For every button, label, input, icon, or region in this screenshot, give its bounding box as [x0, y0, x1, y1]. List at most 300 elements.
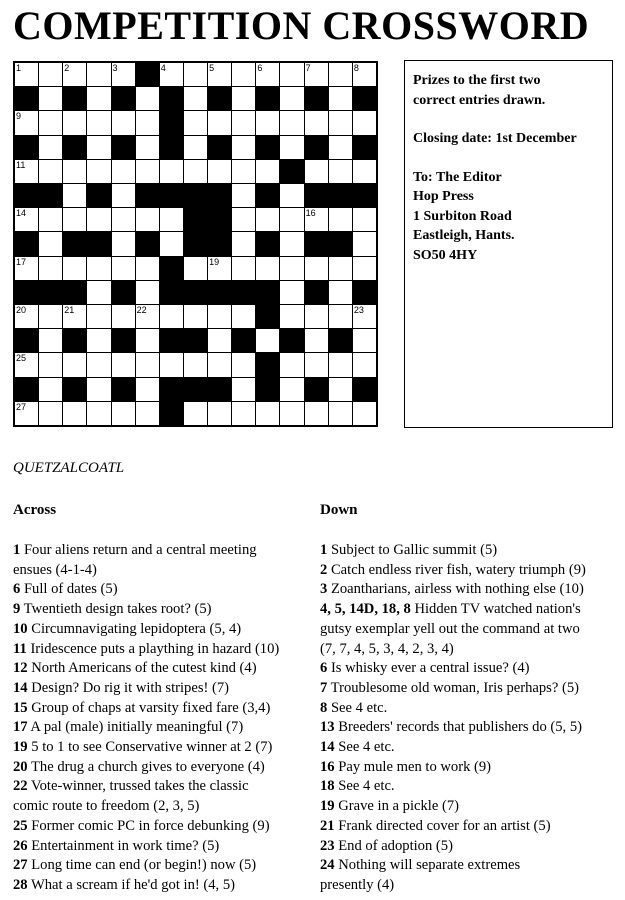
clue-text: North Americans of the cutest kind (4) [27, 660, 257, 677]
grid-cell[interactable] [184, 305, 207, 328]
grid-cell-black [160, 87, 183, 110]
clue-text: Nothing will separate extremes [334, 857, 521, 874]
grid-cell[interactable] [39, 232, 62, 255]
grid-cell-black [305, 184, 328, 207]
grid-cell[interactable] [39, 87, 62, 110]
grid-cell[interactable] [15, 353, 38, 376]
grid-cell[interactable] [329, 87, 352, 110]
grid-cell[interactable] [280, 184, 303, 207]
grid-cell[interactable] [39, 160, 62, 183]
grid-cell-black [208, 184, 231, 207]
grid-cell-black [160, 378, 183, 401]
grid-cell[interactable] [136, 87, 159, 110]
grid-cell[interactable] [208, 402, 231, 425]
grid-cell-black [256, 378, 279, 401]
grid-cell[interactable] [136, 353, 159, 376]
grid-cell-black [184, 232, 207, 255]
down-clue [320, 561, 620, 581]
grid-cell[interactable] [136, 402, 159, 425]
grid-cell[interactable] [280, 111, 303, 134]
grid-cell[interactable] [353, 160, 376, 183]
grid-cell[interactable] [353, 329, 376, 352]
grid-cell[interactable] [184, 87, 207, 110]
grid-cell[interactable] [208, 353, 231, 376]
grid-cell[interactable] [232, 232, 255, 255]
clue-text: Four aliens return and a central meeting [20, 542, 257, 558]
grid-cell[interactable] [184, 136, 207, 159]
down-clue [320, 580, 620, 600]
grid-cell[interactable] [87, 257, 110, 280]
down-clue [320, 738, 620, 758]
grid-cell[interactable] [112, 63, 135, 86]
grid-cell[interactable] [39, 402, 62, 425]
grid-cell[interactable] [232, 378, 255, 401]
clue-number: 4 [160, 63, 166, 73]
grid-cell[interactable] [87, 136, 110, 159]
grid-cell[interactable] [353, 232, 376, 255]
grid-cell[interactable] [87, 160, 110, 183]
grid-cell-black [112, 87, 135, 110]
grid-cell-black [256, 232, 279, 255]
grid-cell-black [63, 136, 86, 159]
clue-number-label: 11 [13, 640, 27, 657]
grid-cell-black [87, 232, 110, 255]
across-clue [13, 817, 313, 837]
grid-cell[interactable] [232, 353, 255, 376]
grid-cell[interactable] [87, 111, 110, 134]
grid-cell[interactable] [136, 378, 159, 401]
clue-number-label: 24 [320, 857, 335, 874]
grid-cell[interactable] [136, 257, 159, 280]
grid-cell[interactable] [208, 63, 231, 86]
grid-cell-black [305, 232, 328, 255]
grid-cell[interactable] [353, 63, 376, 86]
clue-text: Former comic PC in force debunking (9) [27, 817, 270, 834]
grid-cell-black [112, 378, 135, 401]
grid-cell-black [280, 329, 303, 352]
grid-cell[interactable] [208, 329, 231, 352]
clue-number-label: 15 [13, 699, 28, 716]
grid-cell-black [63, 281, 86, 304]
grid-cell[interactable] [39, 353, 62, 376]
clue-number-label: 9 [13, 601, 21, 618]
grid-cell[interactable] [112, 160, 135, 183]
clue-text: See 4 etc. [334, 778, 395, 795]
grid-cell[interactable] [280, 353, 303, 376]
grid-cell[interactable] [160, 160, 183, 183]
clue-number: 25 [16, 353, 27, 364]
grid-cell[interactable] [329, 281, 352, 304]
grid-cell[interactable] [232, 136, 255, 159]
grid-cell-black [256, 87, 279, 110]
across-clue [13, 837, 313, 857]
grid-cell-black [112, 136, 135, 159]
grid-cell-black [160, 281, 183, 304]
grid-cell-black [353, 136, 376, 159]
grid-cell[interactable] [329, 402, 352, 425]
clue-number: 10 [160, 111, 171, 122]
grid-cell[interactable] [63, 208, 86, 231]
grid-cell-black [256, 305, 279, 328]
clue-number-label: 13 [320, 719, 335, 736]
clue-number: 19 [209, 256, 220, 267]
clue-number-label: 18 [320, 778, 335, 795]
grid-cell[interactable] [329, 257, 352, 280]
grid-cell[interactable] [15, 257, 38, 280]
grid-cell[interactable] [63, 184, 86, 207]
grid-cell[interactable] [232, 305, 255, 328]
grid-cell[interactable] [87, 378, 110, 401]
grid-cell[interactable] [39, 378, 62, 401]
grid-cell[interactable] [184, 402, 207, 425]
clue-number-label: 1 [320, 542, 328, 558]
grid-cell-black [63, 329, 86, 352]
clue-text: Design? Do rig it with stripes! (7) [27, 679, 230, 696]
grid-cell-black [160, 136, 183, 159]
clue-number-label: 1 [13, 542, 21, 558]
grid-cell[interactable] [329, 208, 352, 231]
grid-cell[interactable] [112, 208, 135, 231]
grid-cell[interactable] [256, 208, 279, 231]
grid-cell[interactable] [280, 63, 303, 86]
clue-text: Twentieth design takes root? (5) [20, 601, 212, 618]
grid-cell[interactable] [305, 402, 328, 425]
grid-cell[interactable] [15, 160, 38, 183]
across-clues [13, 541, 313, 896]
clue-number: 2 [64, 63, 70, 73]
grid-cell-black [305, 378, 328, 401]
grid-cell[interactable] [329, 63, 352, 86]
across-clue [13, 876, 313, 896]
grid-cell[interactable] [232, 160, 255, 183]
grid-cell-black [160, 402, 183, 425]
down-clue [320, 777, 620, 797]
across-clue [13, 718, 313, 738]
grid-cell[interactable] [280, 402, 303, 425]
clue-text: Circumnavigating lepidoptera (5, 4) [27, 620, 242, 637]
grid-cell-black [184, 208, 207, 231]
grid-cell[interactable] [136, 111, 159, 134]
across-clue [13, 699, 313, 719]
grid-cell[interactable] [353, 305, 376, 328]
grid-cell[interactable] [256, 257, 279, 280]
grid-cell-black [256, 281, 279, 304]
down-clues [320, 541, 620, 896]
clue-number-label: 26 [13, 837, 28, 854]
grid-cell[interactable] [305, 329, 328, 352]
grid-cell[interactable] [256, 111, 279, 134]
grid-cell[interactable] [63, 402, 86, 425]
clue-number: 13 [257, 184, 268, 194]
grid-cell[interactable] [353, 353, 376, 376]
grid-cell[interactable] [305, 257, 328, 280]
clue-text: Is whisky ever a central issue? (4) [327, 660, 530, 677]
prize-line-2: correct entries drawn. [413, 92, 546, 108]
grid-cell[interactable] [39, 111, 62, 134]
clue-text: 5 to 1 to see Conservative winner at 2 (7) [27, 739, 273, 756]
grid-cell[interactable] [305, 160, 328, 183]
clue-number-label: 10 [13, 620, 28, 637]
clue-number: 3 [112, 63, 118, 73]
across-clue [13, 561, 313, 581]
grid-cell[interactable] [329, 353, 352, 376]
grid-cell[interactable] [87, 281, 110, 304]
grid-cell[interactable] [39, 208, 62, 231]
across-clue [13, 738, 313, 758]
clue-number: 18 [160, 256, 171, 267]
grid-cell[interactable] [87, 402, 110, 425]
grid-cell[interactable] [160, 305, 183, 328]
grid-cell[interactable] [63, 160, 86, 183]
clue-number: 26 [257, 353, 268, 364]
grid-cell[interactable] [112, 111, 135, 134]
address-line-2: 1 Surbiton Road [413, 208, 512, 224]
grid-cell[interactable] [160, 353, 183, 376]
address-line-3: Eastleigh, Hants. [413, 228, 515, 243]
grid-cell[interactable] [280, 257, 303, 280]
clue-number-label: 3 [320, 581, 328, 598]
clue-text: comic route to freedom (2, 3, 5) [13, 798, 200, 815]
down-clue [320, 876, 620, 896]
grid-cell[interactable] [305, 208, 328, 231]
clue-text: (7, 7, 4, 5, 3, 4, 2, 3, 4) [320, 640, 454, 657]
grid-cell[interactable] [136, 208, 159, 231]
grid-cell[interactable] [63, 257, 86, 280]
grid-cell[interactable] [15, 402, 38, 425]
grid-cell[interactable] [136, 305, 159, 328]
grid-cell[interactable] [305, 63, 328, 86]
clue-number: 24 [112, 329, 123, 340]
grid-cell[interactable] [305, 111, 328, 134]
grid-cell[interactable] [305, 353, 328, 376]
clue-number: 12 [281, 159, 292, 170]
clue-number-label: 20 [13, 758, 28, 775]
down-clue [320, 758, 620, 778]
crossword-grid [13, 61, 378, 427]
clue-number: 22 [136, 305, 147, 315]
clue-number-label: 4, 5, 14D, 18, 8 [320, 601, 411, 618]
grid-cell-black [15, 329, 38, 352]
grid-cell[interactable] [160, 63, 183, 86]
grid-cell[interactable] [39, 257, 62, 280]
grid-cell[interactable] [112, 184, 135, 207]
across-clue [13, 640, 313, 660]
clue-text: Entertainment in work time? (5) [27, 837, 220, 854]
grid-cell[interactable] [232, 111, 255, 134]
grid-cell-black [63, 378, 86, 401]
grid-cell[interactable] [160, 232, 183, 255]
grid-cell[interactable] [208, 257, 231, 280]
clue-text: A pal (male) initially meaningful (7) [27, 719, 244, 736]
grid-cell[interactable] [280, 281, 303, 304]
grid-cell[interactable] [87, 208, 110, 231]
grid-cell[interactable] [39, 63, 62, 86]
grid-cell[interactable] [112, 402, 135, 425]
grid-cell[interactable] [112, 257, 135, 280]
down-clue [320, 837, 620, 857]
clue-number-label: 2 [320, 561, 328, 578]
across-clue [13, 777, 313, 797]
grid-cell[interactable] [63, 353, 86, 376]
grid-cell[interactable] [39, 329, 62, 352]
entry-info-box [404, 60, 613, 428]
clue-text: See 4 etc. [334, 739, 395, 756]
grid-cell-black [136, 232, 159, 255]
clue-number-label: 27 [13, 857, 28, 874]
grid-cell[interactable] [136, 160, 159, 183]
clue-text: ensues (4-1-4) [13, 561, 97, 578]
grid-cell[interactable] [112, 232, 135, 255]
grid-cell[interactable] [15, 111, 38, 134]
grid-cell[interactable] [329, 378, 352, 401]
grid-cell[interactable] [136, 281, 159, 304]
grid-cell[interactable] [280, 136, 303, 159]
grid-cell[interactable] [280, 208, 303, 231]
grid-cell[interactable] [256, 160, 279, 183]
across-clue [13, 679, 313, 699]
grid-cell[interactable] [87, 87, 110, 110]
across-clue [13, 580, 313, 600]
page-title: COMPETITION CROSSWORD [13, 3, 590, 48]
grid-cell[interactable] [39, 305, 62, 328]
grid-cell[interactable] [329, 136, 352, 159]
grid-cell[interactable] [63, 305, 86, 328]
grid-cell[interactable] [353, 111, 376, 134]
grid-cell[interactable] [184, 63, 207, 86]
grid-cell[interactable] [280, 378, 303, 401]
grid-cell-black [136, 184, 159, 207]
grid-cell[interactable] [63, 111, 86, 134]
grid-cell[interactable] [232, 208, 255, 231]
grid-cell-black [15, 136, 38, 159]
grid-cell[interactable] [87, 63, 110, 86]
grid-cell[interactable] [208, 160, 231, 183]
grid-cell[interactable] [112, 353, 135, 376]
grid-cell[interactable] [87, 353, 110, 376]
grid-cell[interactable] [232, 184, 255, 207]
grid-cell[interactable] [184, 160, 207, 183]
grid-cell[interactable] [353, 257, 376, 280]
grid-cell[interactable] [87, 305, 110, 328]
grid-cell[interactable] [329, 160, 352, 183]
grid-cell[interactable] [136, 136, 159, 159]
grid-cell-black [15, 184, 38, 207]
down-clue [320, 856, 620, 876]
grid-cell[interactable] [184, 353, 207, 376]
grid-cell[interactable] [353, 208, 376, 231]
grid-cell[interactable] [184, 111, 207, 134]
clue-number-label: 7 [320, 679, 328, 696]
grid-cell-black [305, 136, 328, 159]
grid-cell-black [39, 281, 62, 304]
grid-cell[interactable] [256, 329, 279, 352]
clue-text: Zoantharians, airless with nothing else (10) [327, 581, 584, 598]
grid-cell[interactable] [232, 87, 255, 110]
grid-cell-black [87, 184, 110, 207]
down-clue [320, 817, 620, 837]
grid-cell-black [15, 281, 38, 304]
grid-cell-black [232, 329, 255, 352]
grid-cell[interactable] [208, 305, 231, 328]
clue-text: End of adoption (5) [334, 837, 453, 854]
grid-cell[interactable] [256, 63, 279, 86]
closing-date: Closing date: 1st December [413, 131, 577, 146]
grid-cell-black [15, 232, 38, 255]
clue-number: 20 [16, 305, 27, 315]
grid-cell-black [136, 63, 159, 86]
grid-cell-black [329, 329, 352, 352]
grid-cell-black [160, 257, 183, 280]
clue-text: Catch endless river fish, watery triumph (9) [327, 561, 586, 578]
grid-cell-black [353, 281, 376, 304]
clue-text: Vote-winner, trussed takes the classic [27, 778, 249, 795]
grid-cell[interactable] [232, 63, 255, 86]
down-clue [320, 541, 620, 561]
grid-cell[interactable] [353, 402, 376, 425]
grid-cell[interactable] [208, 111, 231, 134]
clue-number: 7 [305, 63, 311, 73]
grid-cell[interactable] [329, 305, 352, 328]
grid-cell[interactable] [184, 257, 207, 280]
grid-cell[interactable] [329, 111, 352, 134]
grid-cell[interactable] [15, 63, 38, 86]
grid-cell[interactable] [87, 329, 110, 352]
grid-cell-black [112, 329, 135, 352]
setter-name: QUETZALCOATL [13, 460, 125, 476]
grid-cell-black [329, 184, 352, 207]
grid-cell[interactable] [232, 402, 255, 425]
grid-cell[interactable] [112, 305, 135, 328]
grid-cell[interactable] [39, 136, 62, 159]
clue-number: 15 [209, 208, 220, 219]
clue-text: Pay mule men to work (9) [334, 758, 492, 775]
clue-number-label: 21 [320, 817, 335, 834]
down-clue [320, 600, 620, 620]
clue-text: gutsy exemplar yell out the command at two [320, 620, 580, 637]
grid-cell[interactable] [280, 232, 303, 255]
grid-cell[interactable] [15, 208, 38, 231]
grid-cell[interactable] [305, 305, 328, 328]
grid-cell-black [208, 208, 231, 231]
grid-cell[interactable] [280, 87, 303, 110]
clue-number: 14 [16, 208, 27, 219]
clue-number-label: 23 [320, 837, 335, 854]
across-clue [13, 600, 313, 620]
grid-cell[interactable] [256, 402, 279, 425]
grid-cell[interactable] [160, 208, 183, 231]
clue-number-label: 6 [13, 581, 21, 598]
grid-cell-black [15, 378, 38, 401]
across-clue [13, 659, 313, 679]
across-clue [13, 620, 313, 640]
clue-number-label: 19 [13, 739, 28, 756]
grid-cell[interactable] [136, 329, 159, 352]
grid-cell[interactable] [15, 305, 38, 328]
address-line-4: SO50 4HY [413, 247, 478, 263]
down-clue [320, 620, 620, 640]
grid-cell[interactable] [280, 305, 303, 328]
grid-cell-black [63, 87, 86, 110]
grid-cell-black [208, 281, 231, 304]
clue-number: 28 [160, 401, 171, 412]
clue-text: Breeders' records that publishers do (5, 5) [334, 719, 583, 736]
grid-cell[interactable] [63, 63, 86, 86]
grid-cell[interactable] [232, 257, 255, 280]
clue-number: 23 [353, 305, 364, 315]
clue-number-label: 19 [320, 798, 335, 815]
clue-number-label: 12 [13, 660, 28, 677]
grid-cell-black [353, 184, 376, 207]
